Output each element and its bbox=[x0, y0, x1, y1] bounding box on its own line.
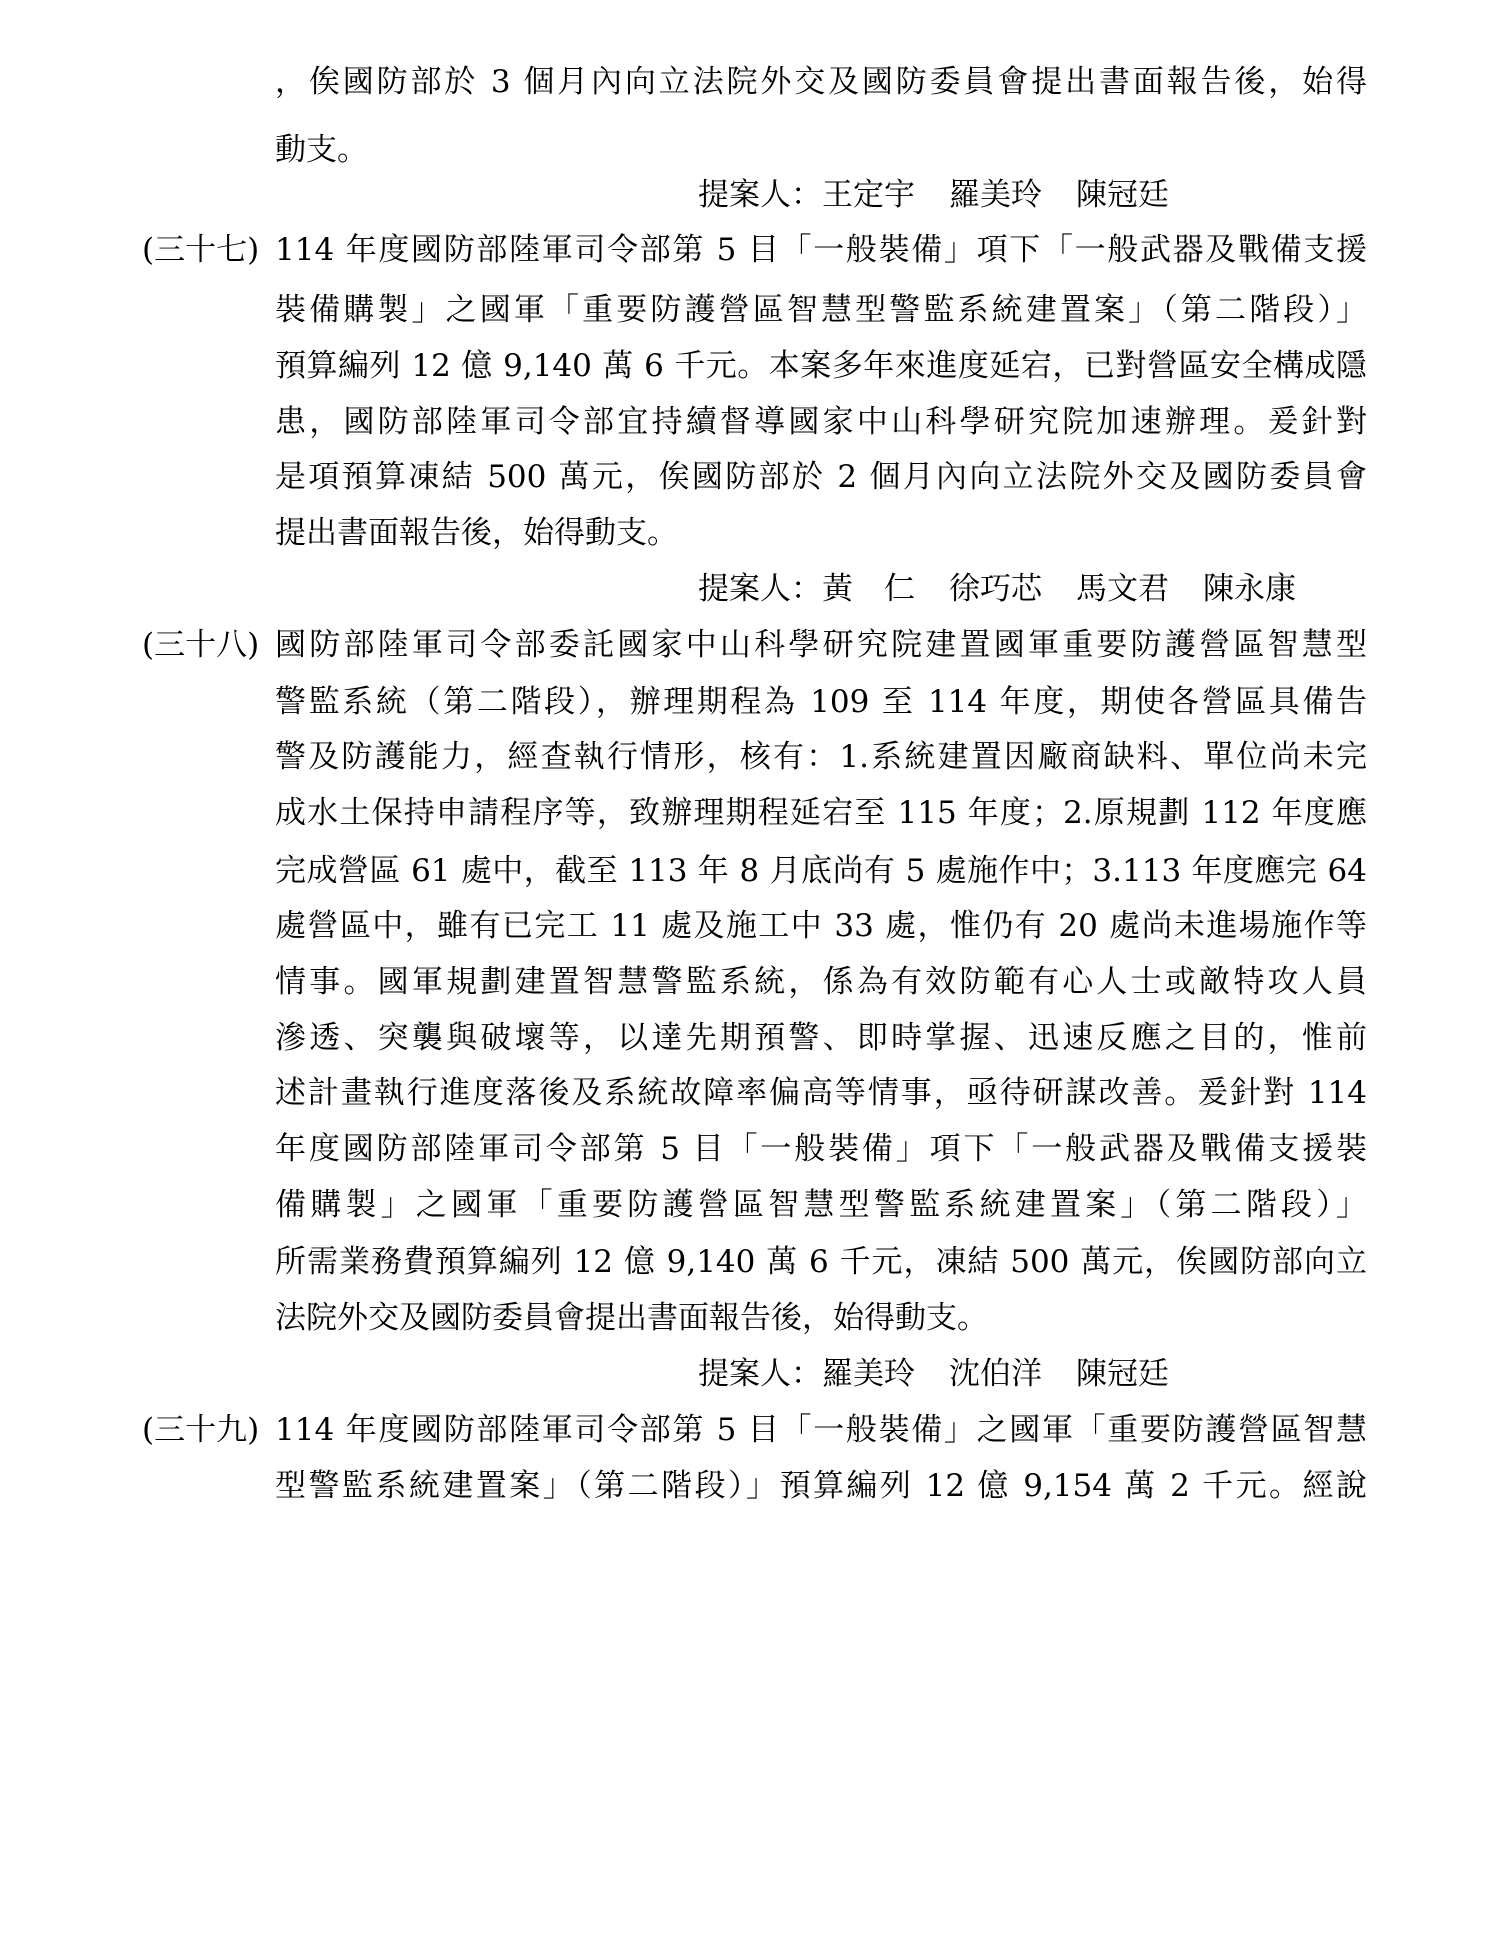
item-38-line-10: 年度國防部陸軍司令部第 5 目「一般裝備」項下「一般武器及戰備支援裝 bbox=[275, 1131, 1367, 1167]
proposer-line-continuation bbox=[698, 175, 1169, 215]
item-39-line-1: 114 年度國防部陸軍司令部第 5 目「一般裝備」之國軍「重要防護營區智慧 bbox=[275, 1412, 1367, 1448]
item-label-38: (三十八) bbox=[142, 627, 260, 663]
proposer-line-37 bbox=[698, 569, 1296, 609]
proposer-name: 陳冠廷 bbox=[1076, 1356, 1169, 1392]
proposer-name: 沈伯洋 bbox=[949, 1356, 1042, 1392]
item-37-line-1: 114 年度國防部陸軍司令部第 5 目「一般裝備」項下「一般武器及戰備支援 bbox=[275, 232, 1367, 268]
item-37-line-4: 患，國防部陸軍司令部宜持續督導國家中山科學研究院加速辦理。爰針對 bbox=[275, 404, 1367, 440]
proposer-name: 馬文君 bbox=[1076, 571, 1169, 607]
item-38-line-9: 述計畫執行進度落後及系統故障率偏高等情事，亟待研謀改善。爰針對 114 bbox=[275, 1075, 1367, 1111]
continuation-line-1: ，俟國防部於 3 個月內向立法院外交及國防委員會提出書面報告後，始得 bbox=[275, 64, 1367, 100]
item-38-line-13: 法院外交及國防委員會提出書面報告後，始得動支。 bbox=[275, 1300, 988, 1336]
item-38-line-12: 所需業務費預算編列 12 億 9,140 萬 6 千元，凍結 500 萬元，俟國防部向立 bbox=[275, 1244, 1367, 1280]
proposer-name: 羅美玲 bbox=[949, 177, 1042, 213]
proposer-label: 提案人： bbox=[698, 177, 822, 213]
proposer-name: 黃 仁 bbox=[822, 571, 915, 607]
item-38-line-8: 滲透、突襲與破壞等，以達先期預警、即時掌握、迅速反應之目的，惟前 bbox=[275, 1020, 1367, 1056]
item-38-line-1: 國防部陸軍司令部委託國家中山科學研究院建置國軍重要防護營區智慧型 bbox=[275, 627, 1367, 663]
item-38-line-6: 處營區中，雖有已完工 11 處及施工中 33 處，惟仍有 20 處尚未進場施作等 bbox=[275, 908, 1367, 944]
item-38-line-7: 情事。國軍規劃建置智慧警監系統，係為有效防範有心人士或敵特攻人員 bbox=[275, 964, 1367, 1000]
item-38-line-11: 備購製」之國軍「重要防護營區智慧型警監系統建置案」（第二階段）」 bbox=[275, 1187, 1367, 1223]
proposer-label: 提案人： bbox=[698, 1356, 822, 1392]
proposer-name: 羅美玲 bbox=[822, 1356, 915, 1392]
proposer-name: 徐巧芯 bbox=[949, 571, 1042, 607]
item-38-line-3: 警及防護能力，經查執行情形，核有：1.系統建置因廠商缺料、單位尚未完 bbox=[275, 739, 1367, 775]
proposer-label: 提案人： bbox=[698, 571, 822, 607]
proposer-names bbox=[822, 177, 1169, 213]
item-38-line-2: 警監系統（第二階段），辦理期程為 109 至 114 年度，期使各營區具備告 bbox=[275, 684, 1367, 720]
proposer-line-38 bbox=[698, 1354, 1169, 1394]
item-37-line-2: 裝備購製」之國軍「重要防護營區智慧型警監系統建置案」（第二階段）」 bbox=[275, 292, 1367, 328]
item-39-line-2: 型警監系統建置案」（第二階段）」預算編列 12 億 9,154 萬 2 千元。經說 bbox=[275, 1468, 1367, 1504]
proposer-names bbox=[822, 571, 1296, 607]
item-label-39: (三十九) bbox=[142, 1412, 260, 1448]
item-37-line-3: 預算編列 12 億 9,140 萬 6 千元。本案多年來進度延宕，已對營區安全構成隱 bbox=[275, 348, 1367, 384]
proposer-name: 陳冠廷 bbox=[1076, 177, 1169, 213]
item-37-line-6: 提出書面報告後，始得動支。 bbox=[275, 515, 678, 551]
item-38-line-5: 完成營區 61 處中，截至 113 年 8 月底尚有 5 處施作中；3.113 年度應完 64 bbox=[275, 853, 1367, 889]
proposer-name: 王定宇 bbox=[822, 177, 915, 213]
proposer-name: 陳永康 bbox=[1203, 571, 1296, 607]
proposer-names bbox=[822, 1356, 1169, 1392]
item-37-line-5: 是項預算凍結 500 萬元，俟國防部於 2 個月內向立法院外交及國防委員會 bbox=[275, 459, 1367, 495]
item-38-line-4: 成水土保持申請程序等，致辦理期程延宕至 115 年度；2.原規劃 112 年度應 bbox=[275, 795, 1367, 831]
continuation-line-2: 動支。 bbox=[275, 132, 368, 168]
item-label-37: (三十七) bbox=[142, 232, 260, 268]
